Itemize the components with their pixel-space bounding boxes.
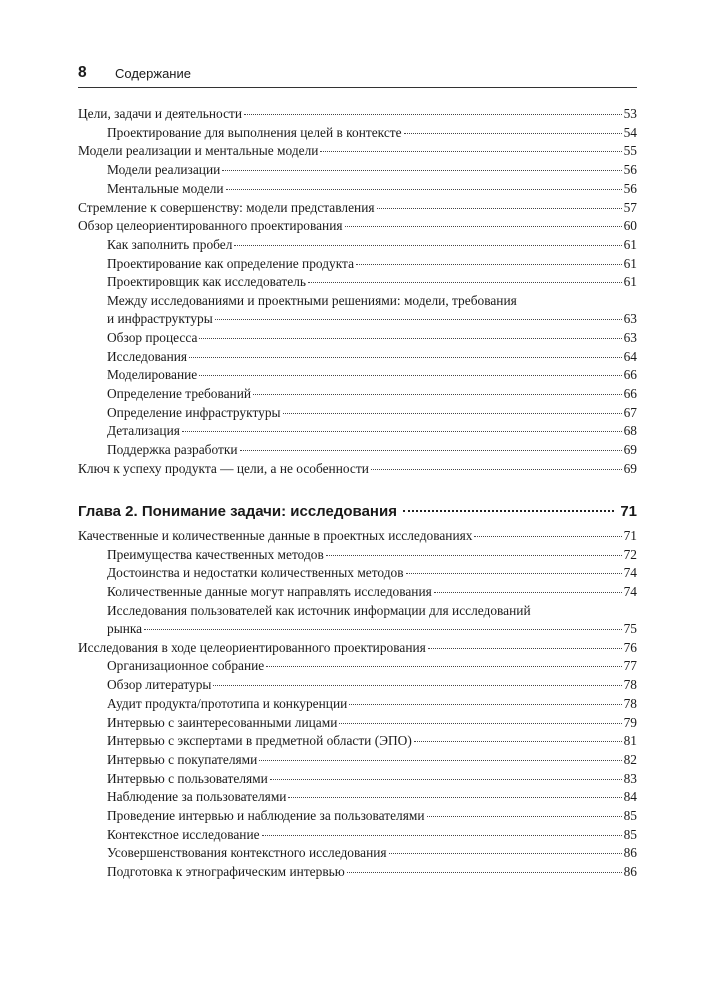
dot-leader xyxy=(182,431,622,432)
dot-leader xyxy=(213,685,621,686)
dot-leader xyxy=(389,853,622,854)
chapter-title: Глава 2. Понимание задачи: исследования xyxy=(78,503,397,520)
toc-entry[interactable] xyxy=(107,310,637,329)
toc-entry[interactable] xyxy=(107,620,637,639)
toc-entry-title: Обзор целеориентированного проектирования xyxy=(78,218,343,234)
toc-entry-page: 85 xyxy=(623,808,637,823)
toc-entry-page: 74 xyxy=(623,584,637,600)
toc-entry[interactable] xyxy=(107,255,637,274)
toc-entry-title: Как заполнить пробел xyxy=(107,236,233,252)
toc-entry-page: 57 xyxy=(623,199,637,215)
header-rule xyxy=(78,87,637,88)
dot-leader xyxy=(283,413,622,414)
dot-leader xyxy=(270,779,622,780)
dot-leader xyxy=(371,469,622,470)
dot-leader xyxy=(259,760,621,761)
toc-entry-title: Исследования в ходе целеориентированного проектирования xyxy=(78,639,426,655)
toc-entry[interactable] xyxy=(78,105,637,124)
toc-entry-page: 86 xyxy=(623,845,637,861)
toc-entry-page: 54 xyxy=(623,124,637,140)
chapter-leader xyxy=(403,510,614,512)
dot-leader xyxy=(434,592,622,593)
toc-entry-title: Подготовка к этнографическим интервью xyxy=(107,864,345,880)
dot-leader xyxy=(308,282,622,283)
toc-entry[interactable] xyxy=(107,732,637,751)
toc-entry-page: 53 xyxy=(623,106,637,121)
toc-entry-title: Усовершенствования контекстного исследования xyxy=(107,845,387,861)
toc-entry-page: 82 xyxy=(623,751,637,767)
dot-leader xyxy=(215,319,622,320)
toc-entry-title: Проектирование для выполнения целей в контексте xyxy=(107,124,402,140)
toc-entry-page: 77 xyxy=(623,658,637,674)
toc-entry[interactable] xyxy=(107,329,637,348)
dot-leader xyxy=(199,375,621,376)
toc-entry[interactable] xyxy=(78,639,637,658)
toc-entry[interactable] xyxy=(107,657,637,676)
toc-entry[interactable] xyxy=(107,404,637,423)
toc-entry-title: Обзор литературы xyxy=(107,677,212,693)
toc-entry[interactable] xyxy=(107,714,637,733)
toc-entry-title: Интервью с пользователями xyxy=(107,770,268,786)
toc-entry-page: 66 xyxy=(623,386,637,401)
toc-entry-title: и инфраструктуры xyxy=(107,311,213,327)
toc-entry-title: Стремление к совершенству: модели представления xyxy=(78,199,375,215)
toc-entry[interactable] xyxy=(107,124,637,143)
toc-entry[interactable] xyxy=(107,863,637,882)
dot-leader xyxy=(266,666,621,667)
dot-leader xyxy=(226,189,622,190)
toc-entry-title: Модели реализации и ментальные модели xyxy=(78,143,319,159)
toc-entry-title: Контекстное исследование xyxy=(107,826,260,842)
toc-entry-title: Обзор процесса xyxy=(107,329,198,345)
dot-leader xyxy=(234,245,621,246)
chapter-page: 71 xyxy=(620,503,637,520)
running-title: Содержание xyxy=(115,66,191,81)
toc-entry-page: 56 xyxy=(623,180,637,196)
toc-entry-line1: Исследования пользователей как источник информации для исследований xyxy=(107,602,531,618)
toc-entry-page: 83 xyxy=(623,770,637,786)
toc-entry[interactable] xyxy=(107,564,637,583)
toc-entry[interactable] xyxy=(78,460,637,479)
toc-entry-title: Цели, задачи и деятельности xyxy=(78,106,243,121)
toc-entry-title: Интервью с заинтересованными лицами xyxy=(107,714,338,730)
dot-leader xyxy=(262,835,622,836)
dot-leader xyxy=(474,536,621,537)
toc-entry-page: 63 xyxy=(623,311,637,327)
toc-entry-page: 78 xyxy=(623,695,637,711)
toc-entry-title: Определение требований xyxy=(107,386,252,401)
toc-entry-title: рынка xyxy=(107,621,143,636)
toc-entry-title: Организационное собрание xyxy=(107,658,265,674)
toc-entry-page: 81 xyxy=(623,733,637,749)
dot-leader xyxy=(144,629,622,630)
toc-entry[interactable] xyxy=(107,751,637,770)
toc-entry-page: 76 xyxy=(623,639,637,655)
dot-leader xyxy=(427,816,622,817)
toc-entry-title: Модели реализации xyxy=(107,162,221,178)
toc-entry-page: 71 xyxy=(623,528,637,543)
toc-entry[interactable] xyxy=(107,385,637,404)
toc-entry[interactable] xyxy=(107,546,637,565)
toc-entry-page: 61 xyxy=(623,255,637,271)
dot-leader xyxy=(320,151,621,152)
toc-entry-page: 61 xyxy=(623,236,637,252)
toc-entry-title: Качественные и количественные данные в проектных исследованиях xyxy=(78,528,473,543)
toc-entry[interactable] xyxy=(107,441,637,460)
toc-entry[interactable] xyxy=(78,142,637,161)
toc-entry-page: 66 xyxy=(623,367,637,383)
toc-entry-title: Моделирование xyxy=(107,367,198,383)
toc-entry[interactable] xyxy=(107,695,637,714)
toc-entry-page: 56 xyxy=(623,162,637,178)
toc-entry-title: Интервью с покупателями xyxy=(107,751,258,767)
dot-leader xyxy=(349,704,621,705)
toc-entry[interactable] xyxy=(107,422,637,441)
dot-leader xyxy=(244,114,622,115)
toc-entry[interactable] xyxy=(78,527,637,546)
dot-leader xyxy=(347,872,622,873)
toc-entry[interactable] xyxy=(78,199,637,218)
toc-entry[interactable] xyxy=(107,676,637,695)
toc-entry-title: Определение инфраструктуры xyxy=(107,404,281,420)
toc-entry[interactable] xyxy=(107,236,637,255)
toc-entry[interactable] xyxy=(107,844,637,863)
toc-entry-title: Интервью с экспертами в предметной области (ЭПО) xyxy=(107,733,412,749)
dot-leader xyxy=(345,226,622,227)
toc-entry-page: 85 xyxy=(623,826,637,842)
toc-entry-title: Наблюдение за пользователями xyxy=(107,789,287,805)
dot-leader xyxy=(288,797,621,798)
dot-leader xyxy=(189,357,622,358)
toc-entry[interactable] xyxy=(107,807,637,826)
dot-leader xyxy=(356,264,622,265)
toc-entry-page: 60 xyxy=(623,218,637,234)
toc-entry[interactable] xyxy=(78,217,637,236)
dot-leader xyxy=(377,208,622,209)
toc-entry-title: Ментальные модели xyxy=(107,180,224,196)
toc-entry[interactable] xyxy=(107,161,637,180)
toc-entry-title: Преимущества качественных методов xyxy=(107,546,324,562)
toc-entry-page: 79 xyxy=(623,714,637,730)
toc-entry-title: Проведение интервью и наблюдение за пользователями xyxy=(107,808,425,823)
toc-entry-page: 61 xyxy=(623,274,637,290)
dot-leader xyxy=(406,573,622,574)
toc-entry-page: 55 xyxy=(623,143,637,159)
toc-entry-page: 84 xyxy=(623,789,637,805)
toc-entry-line1: Между исследованиями и проектными решениями: модели, требования xyxy=(107,293,517,308)
toc-entry[interactable] xyxy=(107,583,637,602)
dot-leader xyxy=(339,723,621,724)
chapter-heading[interactable] xyxy=(78,502,637,522)
toc-entry-page: 67 xyxy=(623,404,637,420)
dot-leader xyxy=(199,338,621,339)
toc-entry[interactable] xyxy=(107,826,637,845)
toc-entry-title: Достоинства и недостатки количественных методов xyxy=(107,565,404,581)
dot-leader xyxy=(240,450,622,451)
toc-entry-title: Детализация xyxy=(107,423,180,439)
toc-entry[interactable] xyxy=(107,348,637,367)
running-header xyxy=(78,64,637,84)
toc-entry[interactable] xyxy=(107,788,637,807)
dot-leader xyxy=(222,170,621,171)
toc-entry-title: Аудит продукта/прототипа и конкуренции xyxy=(107,695,348,711)
toc-entry-page: 68 xyxy=(623,423,637,439)
dot-leader xyxy=(414,741,622,742)
dot-leader xyxy=(326,555,622,556)
toc-entry[interactable] xyxy=(107,273,637,292)
toc-entry-page: 63 xyxy=(623,329,637,345)
dot-leader xyxy=(404,133,622,134)
toc-entry-page: 74 xyxy=(623,565,637,581)
toc-entry-title: Ключ к успеху продукта — цели, а не особенности xyxy=(78,460,369,476)
toc-entry-page: 69 xyxy=(623,442,637,458)
toc-entry-title: Проектировщик как исследователь xyxy=(107,274,306,290)
toc-entry-page: 86 xyxy=(623,864,637,880)
toc-entry-page: 69 xyxy=(623,460,637,476)
toc-entry-title: Количественные данные могут направлять исследования xyxy=(107,584,432,600)
toc-entry-title: Проектирование как определение продукта xyxy=(107,255,355,271)
toc-entry-page: 75 xyxy=(623,621,637,636)
toc-entry-title: Исследования xyxy=(107,348,188,364)
dot-leader xyxy=(253,394,622,395)
toc-entry-page: 72 xyxy=(623,546,637,562)
toc-entry-title: Поддержка разработки xyxy=(107,442,238,458)
toc-entry[interactable] xyxy=(107,770,637,789)
toc-entry[interactable] xyxy=(107,180,637,199)
toc-entry[interactable] xyxy=(107,366,637,385)
dot-leader xyxy=(428,648,622,649)
page-number: 8 xyxy=(78,64,87,81)
toc-entry-page: 78 xyxy=(623,677,637,693)
toc-entry-page: 64 xyxy=(623,348,637,364)
